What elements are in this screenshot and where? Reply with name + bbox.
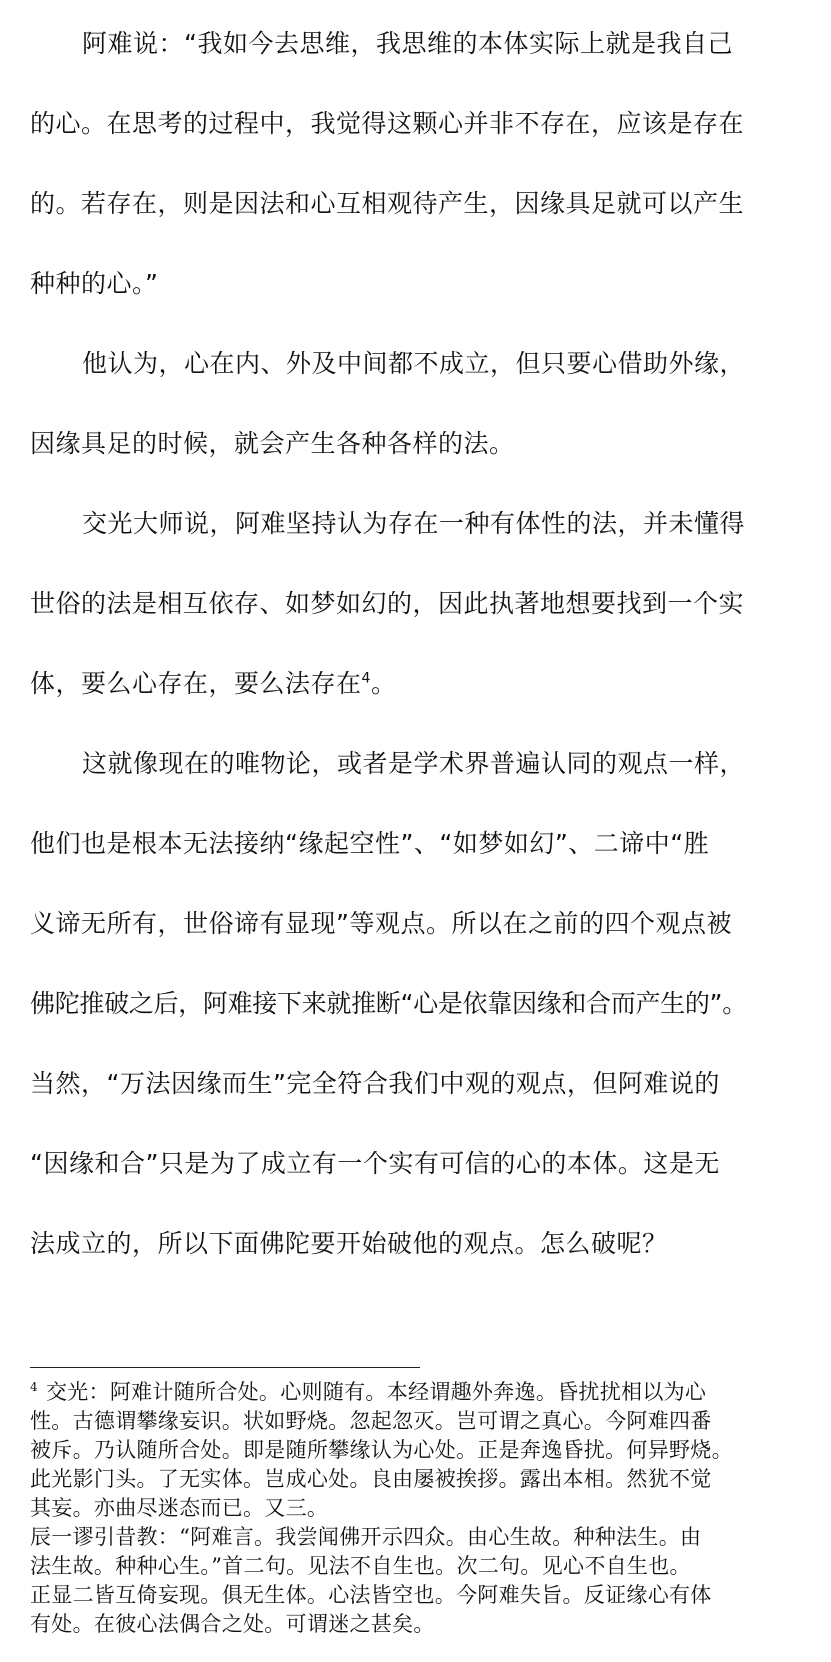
footnote-line-2: 性。古德谓攀缘妄识。状如野烧。忽起忽灭。岂可谓之真心。今阿难四番 [30,1409,712,1433]
footnote-line-5: 其妄。亦曲尽迷态而已。又三。 [30,1496,329,1520]
paragraph-line-15: “因缘和合”只是为了成立有一个实有可信的心的本体。这是无 [30,1149,720,1178]
footnote-section [30,1378,820,1639]
footnote-line-3: 被斥。乃认随所合处。即是随所攀缘认为心处。正是奔逸昏扰。何异野烧。 [30,1438,733,1462]
paragraph-line-13: 佛陀推破之后，阿难接下来就推断“心是依靠因缘和合而产生的”。 [30,989,747,1018]
paragraph-line-7: 交光大师说，阿难坚持认为存在一种有体性的法，并未懂得 [82,509,746,538]
paragraph-line-1: 阿难说：“我如今去思维，我思维的本体实际上就是我自己 [82,29,733,58]
footnote-reference[interactable]: 4 [361,670,371,687]
paragraph-line-11: 他们也是根本无法接纳“缘起空性”、“如梦如幻”、二谛中“胜 [30,829,710,858]
paragraph-line-12: 义谛无所有，世俗谛有显现”等观点。所以在之前的四个观点被 [30,909,732,938]
footnote-mark: 4 [30,1380,38,1394]
paragraph-line-3: 的。若存在，则是因法和心互相观待产生，因缘具足就可以产生 [30,189,745,218]
footnote-line-9: 有处。在彼心法偶合之处。可谓迷之甚矣。 [30,1612,435,1636]
paragraph-line-8: 世俗的法是相互依存、如梦如幻的，因此执著地想要找到一个实 [30,589,745,618]
footnote-line-7: 法生故。种种心生。”首二句。见法不自生也。次二句。见心不自生也。 [30,1554,691,1578]
paragraph-line-14: 当然，“万法因缘而生”完全符合我们中观的观点，但阿难说的 [30,1069,720,1098]
paragraph-line-4: 种种的心。” [30,269,159,298]
footnote-line-8: 正显二皆互倚妄现。俱无生体。心法皆空也。今阿难失旨。反证缘心有体 [30,1583,712,1607]
paragraph-line-9: 体，要么心存在，要么法存在$^4$。 [30,669,397,698]
paragraph-line-10: 这就像现在的唯物论，或者是学术界普遍认同的观点一样， [82,749,746,778]
footnote-line-4: 此光影门头。了无实体。岂成心处。良由屡被挨拶。露出本相。然犹不觉 [30,1467,712,1491]
footnote-line-6: 辰一谬引昔教：“阿难言。我尝闻佛开示四众。由心生故。种种法生。由 [30,1525,702,1549]
main-text [30,14,815,1294]
paragraph-line-5: 他认为，心在内、外及中间都不成立，但只要心借助外缘， [82,349,746,378]
paragraph-line-2: 的心。在思考的过程中，我觉得这颗心并非不存在，应该是存在 [30,109,745,138]
paragraph-line-6: 因缘具足的时候，就会产生各种各样的法。 [30,429,515,458]
paragraph-line-16: 法成立的，所以下面佛陀要开始破他的观点。怎么破呢？ [30,1229,668,1258]
footnote-line-1: $^4$ 交光：阿难计随所合处。心则随有。本经谓趣外奔逸。昏扰扰相以为心 [30,1380,707,1404]
footnote-divider [30,1367,420,1368]
